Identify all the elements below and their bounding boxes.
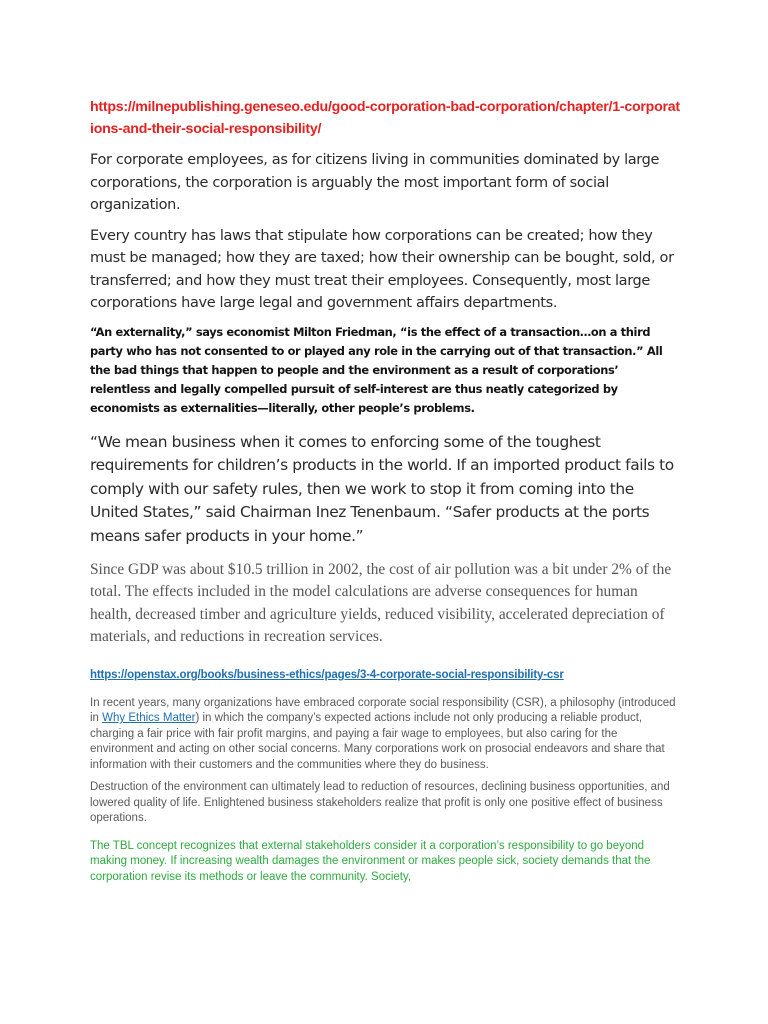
source-link-openstax[interactable]: https://openstax.org/books/business-ethics/pages/3-4-corporate-social-responsibility-csr: [90, 668, 564, 681]
paragraph-air-pollution-cost: Since GDP was about $10.5 trillion in 2002, the cost of air pollution was a bit under 2% of the total. The effects included in the model calculations are adverse consequences for human health, decreased timber and agriculture yields, reduced visibility, accelerated depreciation of materials, and reductions in recreation services.: [90, 561, 672, 646]
paragraph-csr-intro: [90, 696, 680, 774]
paragraph-tenenbaum-quote: “We mean business when it comes to enforcing some of the toughest requirements for children’s products in the world. If an imported product fails to comply with our safety rules, then we work to stop it from coming into the United States,” said Chairman Inez Tenenbaum. “Safer products at the ports means safer products in your home.”: [90, 432, 674, 545]
paragraph-csr-text-after: ) in which the company’s expected actions include not only producing a reliable product, charging a fair price with fair profit margins, and paying a fair wage to employees, but also caring for the environment and acting on other social concerns. Many corporations work on prosocial endeavors and share that information with their customers and the communities where they do business.: [90, 712, 665, 771]
paragraph-corporate-employees: For corporate employees, as for citizens living in communities dominated by large corporations, the corporation is arguably the most important form of social organization.: [90, 152, 660, 213]
paragraph-environment-destruction: Destruction of the environment can ultimately lead to reduction of resources, declining business opportunities, and lowered quality of life. Enlightened business stakeholders realize that profit is only one positive effect of business operations.: [90, 781, 670, 825]
paragraph-csr-text-before: In recent years, many organizations have embraced corporate social responsibility (CSR), a philosophy (introduced in: [90, 696, 676, 725]
document-content: [90, 96, 680, 885]
paragraph-externality-quote: “An externality,” says economist Milton Friedman, “is the effect of a transaction…on a third party who has not consented to or played any role in the carrying out of that transaction.” All the bad things that happen to people and the environment as a result of corporations’ relentless and legally compelled pursuit of self-interest are thus neatly categorized by economists as externalities—literally, other people’s problems.: [90, 324, 663, 416]
why-ethics-matter-link[interactable]: Why Ethics Matter: [102, 712, 196, 725]
paragraph-tbl-concept: The TBL concept recognizes that external stakeholders consider it a corporation’s responsibility to go beyond making money. If increasing wealth damages the environment or makes people sick, society demands that the corporation revise its methods or leave the community. Society,: [90, 839, 651, 883]
source-link-milnepublishing[interactable]: https://milnepublishing.geneseo.edu/good-corporation-bad-corporation/chapter/1-corporations-and-their-social-responsibility/: [90, 99, 680, 137]
paragraph-country-laws: Every country has laws that stipulate how corporations can be created; how they must be managed; how they are taxed; how their ownership can be bought, sold, or transferred; and how they must treat their employees. Consequently, most large corporations have large legal and government affairs departments.: [90, 227, 674, 311]
